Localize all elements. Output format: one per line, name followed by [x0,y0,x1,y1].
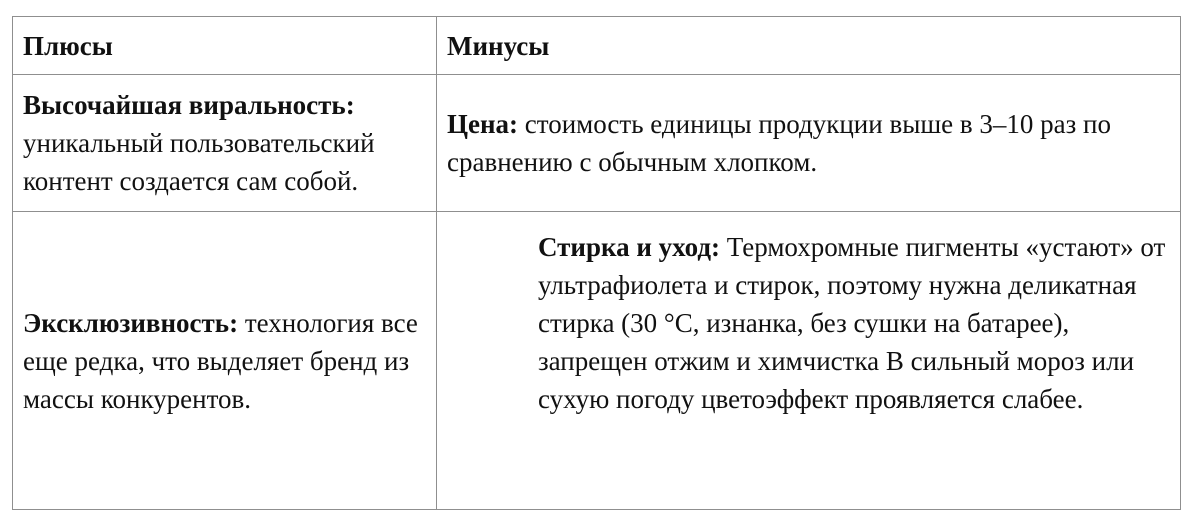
pros-cell-content [23,86,426,200]
pros-title: Высочайшая виральность: [23,90,355,120]
cons-cell-content [538,228,1172,418]
cons-text: стоимость единицы продукции выше в 3–10 раз по сравнению с обычным хлопком. [447,109,1111,177]
cons-cell [437,75,1180,211]
cons-cell [437,212,1180,509]
header-cell-cons [437,17,1180,74]
pros-text: уникальный пользовательский контент создается сам собой. [23,128,375,196]
table-row [13,75,1180,212]
pros-cell [13,212,437,509]
cons-cell-content [447,105,1170,181]
table-header-row [13,17,1180,75]
table-row [13,212,1180,509]
pros-cell-content [23,304,426,418]
header-cell-pros [13,17,437,74]
header-cons-label: Минусы [447,30,550,61]
pros-title: Эксклюзивность: [23,307,239,338]
cons-title: Цена: [447,109,519,139]
header-pros-label: Плюсы [23,30,113,61]
cons-title: Стирка и уход: [538,232,721,262]
cons-text: Термохромные пигменты «устают» от ультрафиолета и стирок, поэтому нужна деликатная стирка (30 °C, изнанка, без сушки на батарее), запрещен отжим и химчистка В сильный мороз или сухую погоду цветоэффект проявляется слабее. [538,232,1166,414]
pros-cell [13,75,437,211]
pros-cons-table [12,16,1181,510]
pros-text: технология все еще редка, что выделяет бренд из массы конкурентов. [23,307,418,414]
